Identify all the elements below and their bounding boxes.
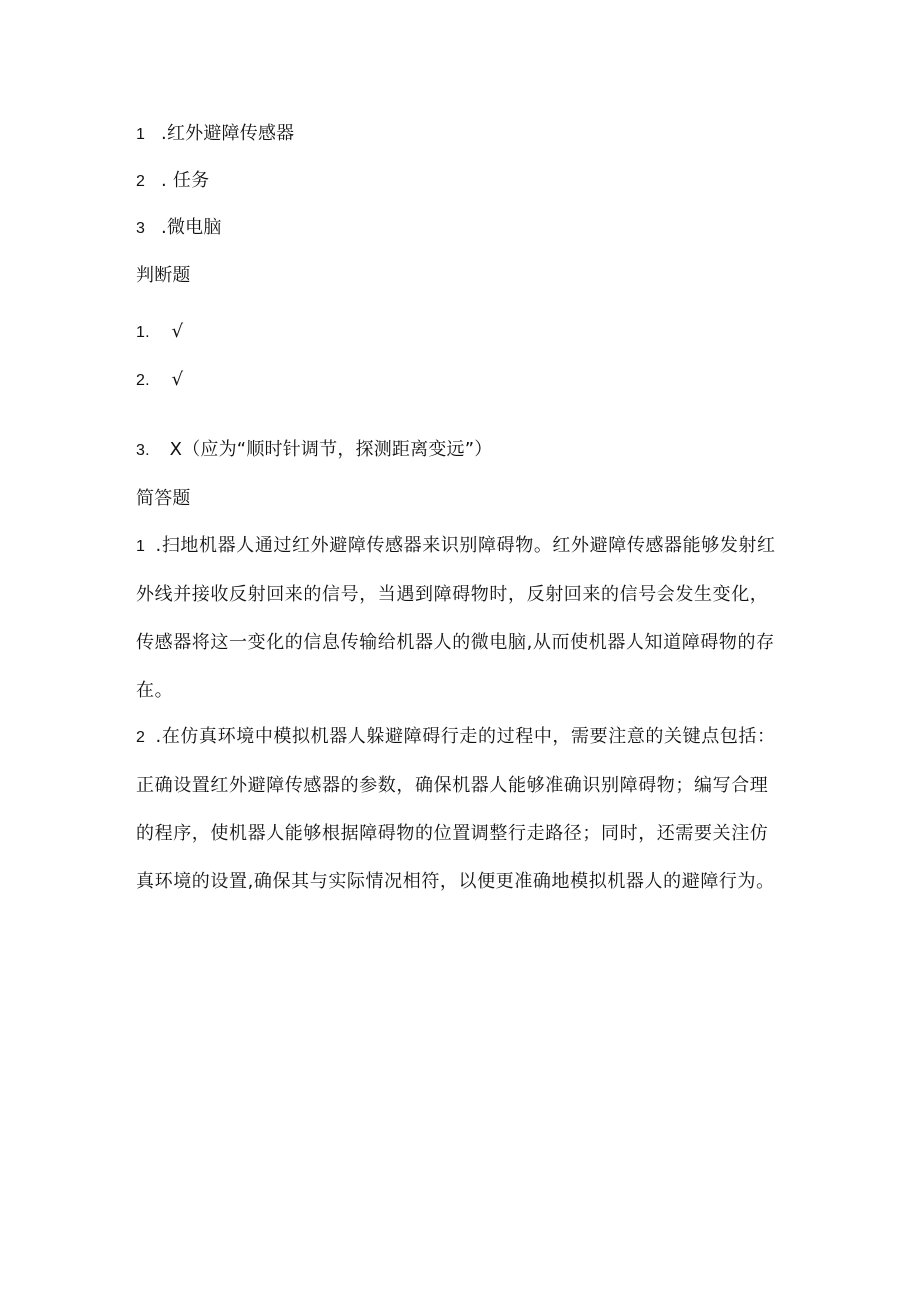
- answer-number: 2: [136, 173, 146, 190]
- answer-number: 3: [136, 220, 146, 237]
- short-answer-1: [136, 522, 786, 715]
- answer-text: .红外避障传感器: [161, 123, 295, 144]
- answer-number: 1.: [136, 324, 150, 341]
- short-answer-2: [136, 713, 786, 906]
- answer-text: X（应为“顺时针调节，探测距离变远”）: [169, 439, 493, 460]
- answer-number: 2: [136, 729, 146, 746]
- answer-number: 2.: [136, 372, 150, 389]
- fill-answer-2: [136, 169, 209, 194]
- answer-text: .在仿真环境中模拟机器人躲避障碍行走的过程中，需要注意的关键点包括：正确设置红外避障传感器的参数，确保机器人能够准确识别障碍物；编写合理的程序，使机器人能够根据障碍物的位置调整行走路径；同时，还需要关注仿真环境的设置,确保其与实际情况相符，以便更准确地模拟机器人的避障行为。: [136, 726, 776, 892]
- short-heading: 简答题: [136, 488, 191, 509]
- judge-heading: 判断题: [136, 265, 191, 286]
- answer-number: 3.: [136, 442, 150, 459]
- answer-text: .扫地机器人通过红外避障传感器来识别障碍物。红外避障传感器能够发射红外线并接收反射回来的信号，当遇到障碍物时，反射回来的信号会发生变化，传感器将这一变化的信息传输给机器人的微电脑,从而使机器人知道障碍物的存在。: [136, 535, 776, 701]
- fill-answer-3: [136, 216, 222, 241]
- fill-answer-1: [136, 122, 294, 147]
- judge-answer-3: [136, 438, 492, 463]
- judge-answer-1: [136, 320, 183, 345]
- judge-answer-2: [136, 368, 183, 393]
- answer-text: .微电脑: [161, 217, 222, 238]
- answer-text: . 任务: [161, 170, 210, 191]
- answer-text: √: [171, 369, 184, 390]
- answer-number: 1: [136, 126, 146, 143]
- answer-text: √: [171, 321, 184, 342]
- answer-number: 1: [136, 538, 146, 555]
